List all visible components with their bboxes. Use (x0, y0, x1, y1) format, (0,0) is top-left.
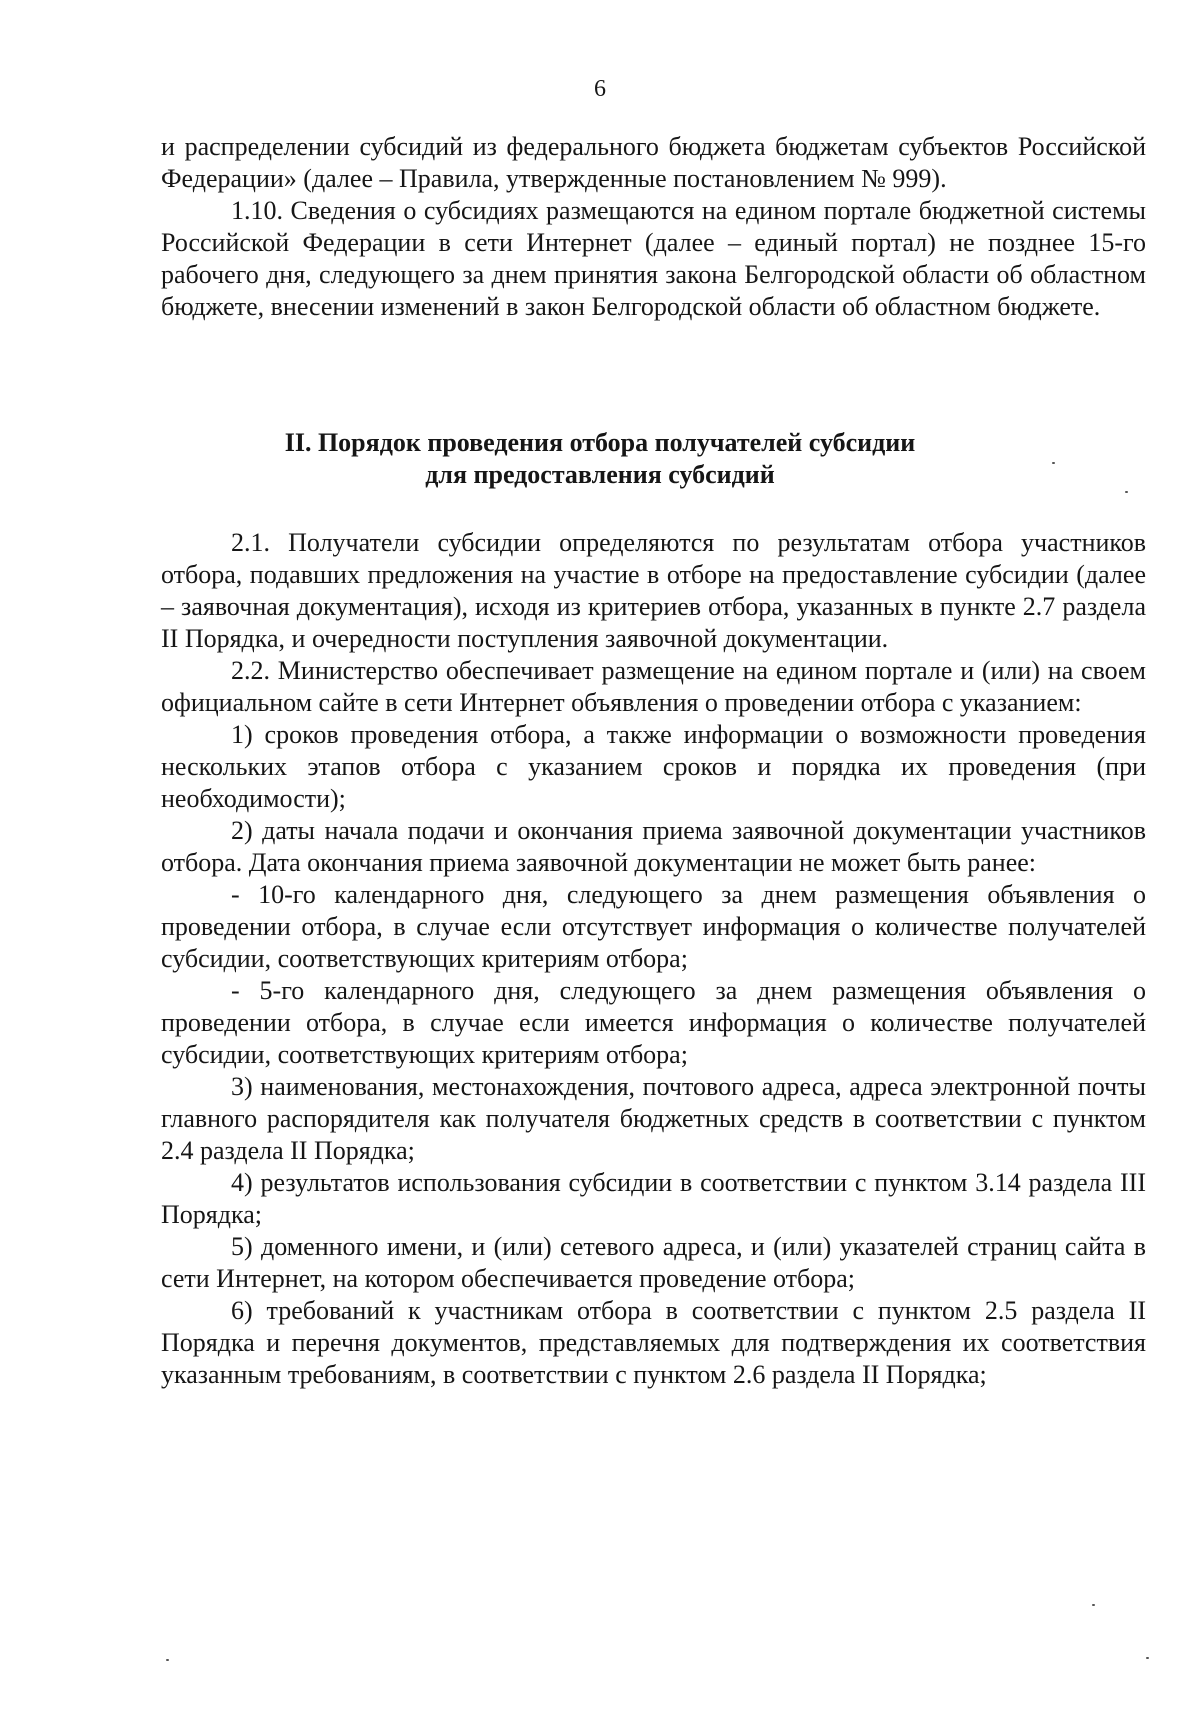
dash-item-5-day: - 5-го календарного дня, следующего за днем размещения объявления о проведении отбора, в случае если имеется информация о количестве получателей субсидии, соответствующих критериям отбора; (161, 976, 1146, 1069)
scan-speck (1125, 491, 1128, 493)
list-item-6: 6) требований к участникам отбора в соответствии с пунктом 2.5 раздела II Порядка и перечня документов, представляемых для подтверждения их соответствия указанным требованиям, в соответствии с пунктом 2.6 раздела II Порядка; (161, 1296, 1146, 1389)
scan-speck (1146, 1657, 1149, 1659)
paragraph-2-2: 2.2. Министерство обеспечивает размещение на едином портале и (или) на своем официальном сайте в сети Интернет объявления о проведении отбора с указанием: (161, 656, 1146, 717)
text-block-section-2 (161, 527, 1146, 1391)
scan-speck (1052, 462, 1055, 464)
paragraph-2-1: 2.1. Получатели субсидии определяются по результатам отбора участников отбора, подавших предложения на участие в отборе на предоставление субсидии (далее – заявочная документация), исходя из критериев отбора, указанных в пункте 2.7 раздела II Порядка, и очередности поступления заявочной документации. (161, 528, 1146, 653)
scan-speck (1092, 1604, 1095, 1606)
scan-speck (166, 1659, 169, 1661)
list-item-1: 1) сроков проведения отбора, а также информации о возможности проведения нескольких этапов отбора с указанием сроков и порядка их проведения (при необходимости); (161, 720, 1146, 813)
paragraph-continuation: и распределении субсидий из федерального бюджета бюджетам субъектов Российской Федерации» (далее – Правила, утвержденные постановлением № 999). (161, 132, 1146, 193)
page-number: 6 (594, 76, 606, 102)
dash-item-10-day: - 10-го календарного дня, следующего за днем размещения объявления о проведении отбора, в случае если отсутствует информация о количестве получателей субсидии, соответствующих критериям отбора; (161, 880, 1146, 973)
list-item-4: 4) результатов использования субсидии в соответствии с пунктом 3.14 раздела III Порядка; (161, 1168, 1146, 1229)
section-title-line-1: II. Порядок проведения отбора получателей субсидии (284, 428, 916, 457)
list-item-2: 2) даты начала подачи и окончания приема заявочной документации участников отбора. Дата окончания приема заявочной документации не может быть ранее: (161, 816, 1146, 877)
section-heading (0, 427, 1200, 491)
paragraph-1-10: 1.10. Сведения о субсидиях размещаются на едином портале бюджетной системы Российской Федерации в сети Интернет (далее – единый портал) не позднее 15-го рабочего дня, следующего за днем принятия закона Белгородской области об областном бюджете, внесении изменений в закон Белгородской области об областном бюджете. (161, 196, 1146, 321)
section-title-line-2: для предоставления субсидий (425, 460, 775, 489)
text-block-intro (161, 131, 1146, 323)
list-item-3: 3) наименования, местонахождения, почтового адреса, адреса электронной почты главного распорядителя как получателя бюджетных средств в соответствии с пунктом 2.4 раздела II Порядка; (161, 1072, 1146, 1165)
list-item-5: 5) доменного имени, и (или) сетевого адреса, и (или) указателей страниц сайта в сети Интернет, на котором обеспечивается проведение отбора; (161, 1232, 1146, 1293)
